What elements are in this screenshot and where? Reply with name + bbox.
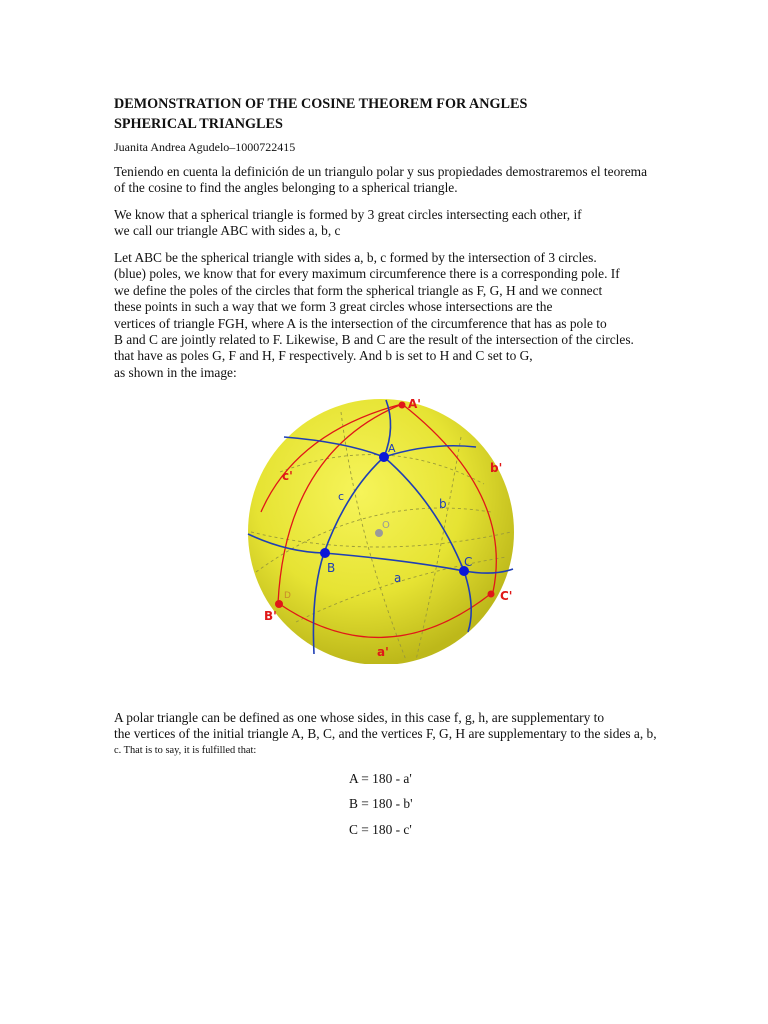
point-b xyxy=(320,548,330,558)
label-side-b: b xyxy=(439,497,447,511)
text-line: we define the poles of the circles that form the spherical triangle as F, G, H and we connect xyxy=(114,282,603,298)
label-c-prime-side: c' xyxy=(282,469,293,483)
label-side-c: c xyxy=(338,490,345,503)
label-b-prime-side: b' xyxy=(490,461,503,475)
sphere-figure xyxy=(236,392,526,664)
intro-paragraph xyxy=(114,164,647,197)
label-c-prime: C' xyxy=(500,589,513,603)
label-side-a: a xyxy=(394,571,402,585)
title-line-2: SPHERICAL TRIANGLES xyxy=(114,116,283,132)
label-a-prime: A' xyxy=(408,397,421,411)
text-line: of the cosine to find the angles belonging to a spherical triangle. xyxy=(114,180,458,196)
equation-a: A = 180 - a' xyxy=(349,771,412,786)
label-a: A xyxy=(388,442,396,455)
polar-triangle-paragraph xyxy=(114,710,657,743)
point-a-prime xyxy=(399,402,406,409)
equation-c: C = 180 - c' xyxy=(349,822,412,837)
text-line: A polar triangle can be defined as one whose sides, in this case f, g, h, are supplementary to xyxy=(114,710,605,725)
text-line: vertices of triangle FGH, where A is the intersection of the circumference that has as pole to xyxy=(114,315,607,331)
text-line: the vertices of the initial triangle A, B, C, and the vertices F, G, H are supplementary to the sides a, b, xyxy=(114,726,657,742)
polar-construction-paragraph xyxy=(114,250,634,381)
title-line-1: DEMONSTRATION OF THE COSINE THEOREM FOR ANGLES xyxy=(114,96,528,112)
document-title xyxy=(114,94,527,134)
point-c-prime xyxy=(488,591,495,598)
author-line: Juanita Andrea Agudelo–1000722415 xyxy=(114,140,296,154)
text-line: Teniendo en cuenta la definición de un triangulo polar y sus propiedades demostraremos el teorema xyxy=(114,164,648,179)
text-line: that have as poles G, F and H, F respectively. And b is set to H and C set to G, xyxy=(114,348,533,364)
label-d: D xyxy=(284,591,291,601)
text-line: (blue) poles, we know that for every maximum circumference there is a corresponding pole. If xyxy=(114,266,620,282)
great-circles-paragraph xyxy=(114,207,582,240)
label-b-prime: B' xyxy=(264,609,277,623)
label-c: C xyxy=(464,555,473,569)
fulfilled-line: c. That is to say, it is fulfilled that: xyxy=(114,745,257,756)
label-b: B xyxy=(327,561,336,575)
point-b-prime xyxy=(275,600,283,608)
label-a-prime-side: a' xyxy=(377,645,389,659)
equation-b: B = 180 - b' xyxy=(349,796,413,811)
text-line: Let ABC be the spherical triangle with sides a, b, c formed by the intersection of 3 circles. xyxy=(114,250,597,265)
text-line: these points in such a way that we form 3 great circles whose intersections are the xyxy=(114,299,553,315)
text-line: We know that a spherical triangle is formed by 3 great circles intersecting each other, if xyxy=(114,207,582,222)
label-o: O xyxy=(382,520,390,531)
text-line: we call our triangle ABC with sides a, b, c xyxy=(114,223,341,239)
text-line: as shown in the image: xyxy=(114,364,237,380)
text-line: B and C are jointly related to F. Likewise, B and C are the result of the intersection of the circles. xyxy=(114,332,634,348)
